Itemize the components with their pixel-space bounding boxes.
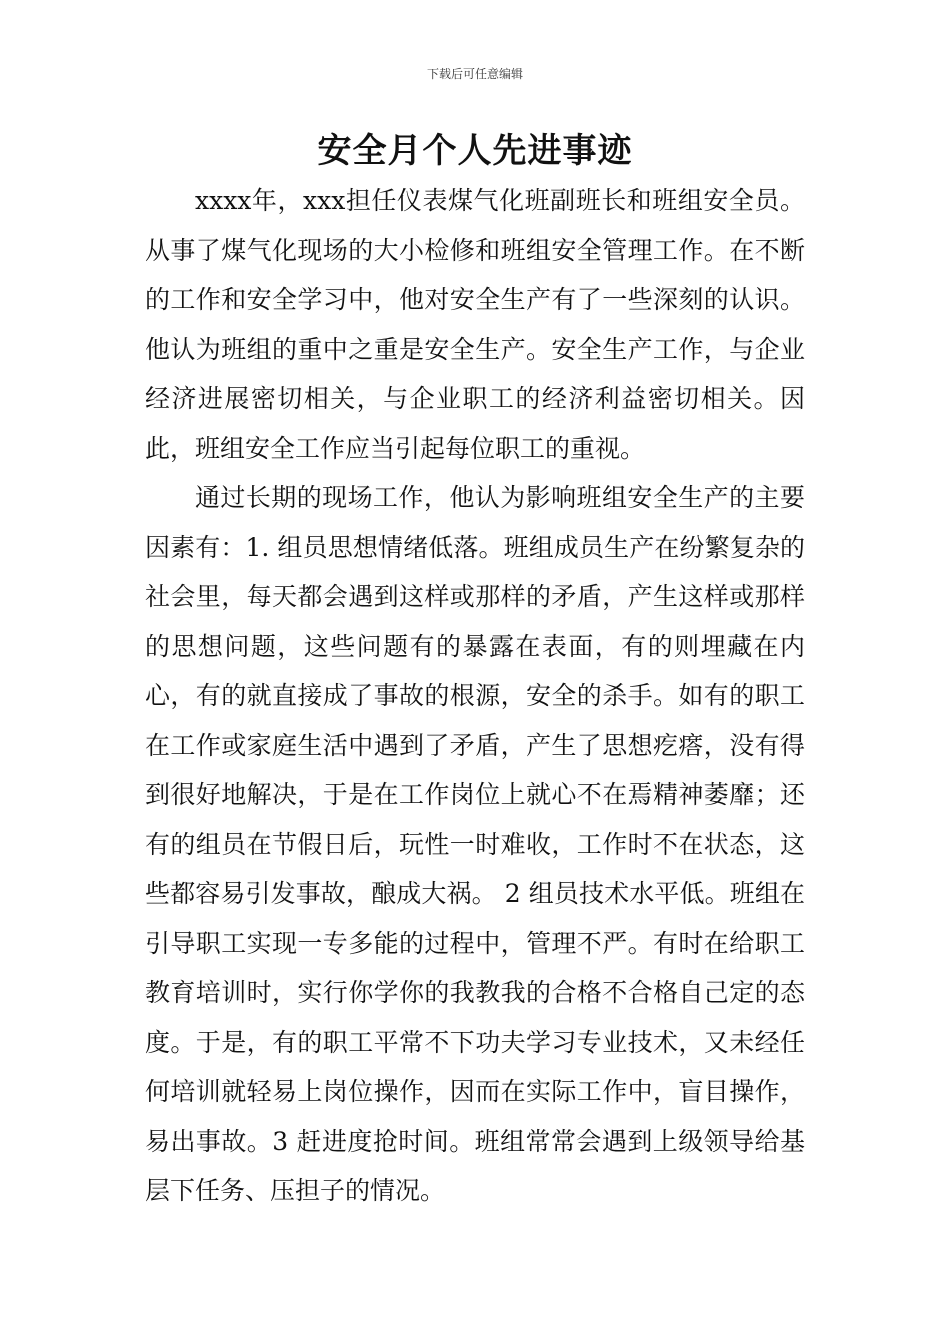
header-note: 下载后可任意编辑 — [426, 67, 523, 81]
paragraph-1: xxxx年，xxx担任仪表煤气化班副班长和班组安全员。从事了煤气化现场的大小检修和班组安全管理工作。在不断的工作和安全学习中，他对安全生产有了一些深刻的认识。他认为班组的重中之重是安全生产。安全生产工作，与企业经济进展密切相关，与企业职工的经济利益密切相关。因此，班组安全工作应当引起每位职工的重视。 — [145, 186, 805, 463]
document-title: 安全月个人先进事迹 — [317, 131, 633, 171]
document-body — [145, 176, 805, 1216]
paragraph-2: 通过长期的现场工作，他认为影响班组安全生产的主要因素有：1. 组员思想情绪低落。班组成员生产在纷繁复杂的社会里，每天都会遇到这样或那样的矛盾，产生这样或那样的思想问题，这些问题有的暴露在表面，有的则埋藏在内心，有的就直接成了事故的根源，安全的杀手。如有的职工在工作或家庭生活中遇到了矛盾，产生了思想疙瘩，没有得到很好地解决，于是在工作岗位上就心不在焉精神萎靡；还有的组员在节假日后，玩性一时难收，工作时不在状态，这些都容易引发事故，酿成大祸。 2 组员技术水平低。班组在引导职工实现一专多能的过程中，管理不严。有时在给职工教育培训时，实行你学你的我教我的合格不合格自己定的态度。于是，有的职工平常不下功夫学习专业技术，又未经任何培训就轻易上岗位操作，因而在实际工作中，盲目操作，易出事故。3 赶进度抢时间。班组常常会遇到上级领导给基层下任务、压担子的情况。 — [145, 483, 805, 1205]
